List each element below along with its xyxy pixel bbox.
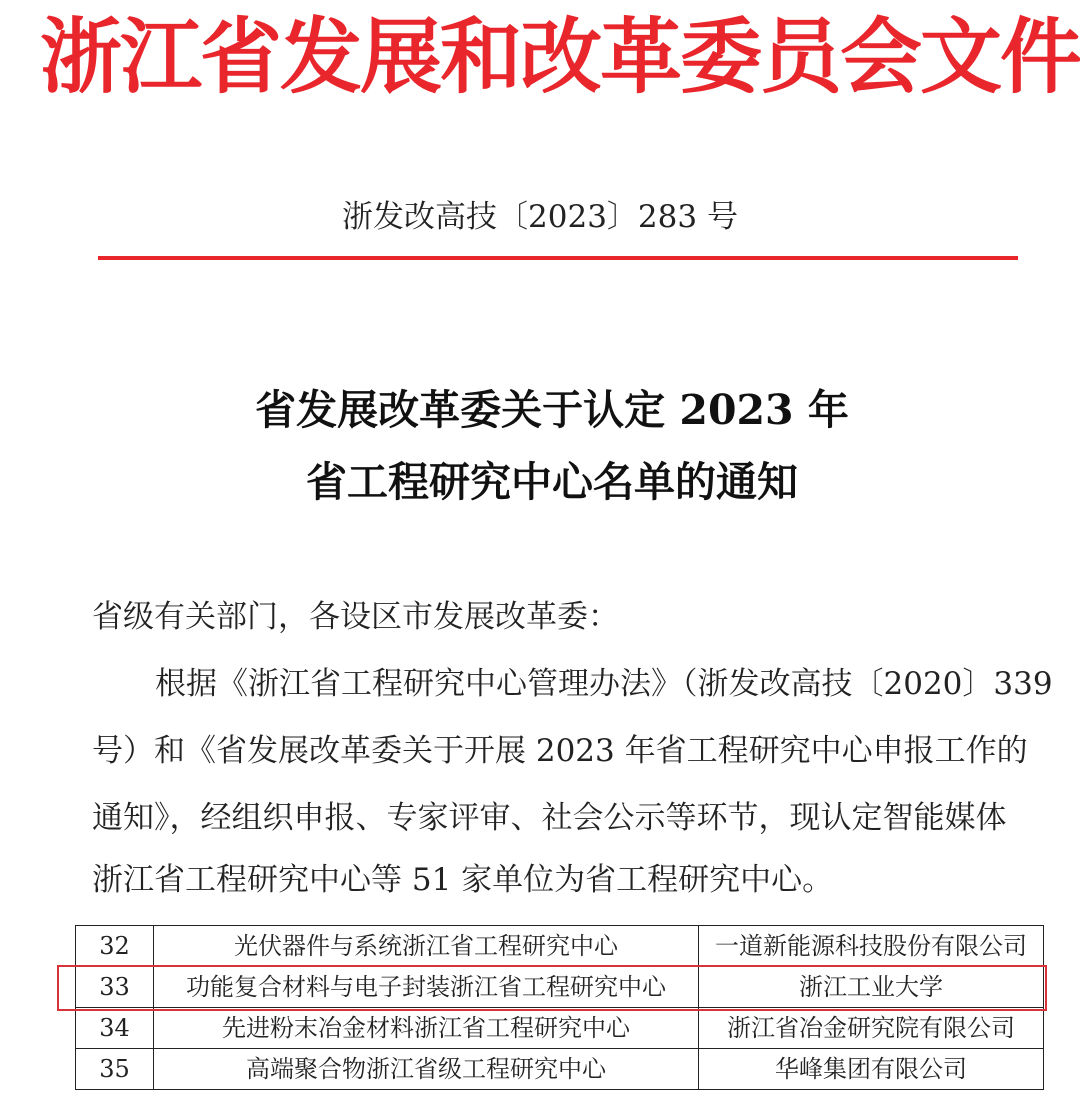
notice-title-line-2: 省工程研究中心名单的通知 — [306, 458, 798, 506]
table-row — [76, 926, 1044, 967]
body-text-line: 通知》，经组织申报、专家评审、社会公示等环节，现认定智能媒体 — [92, 800, 1007, 836]
center-name: 先进粉末冶金材料浙江省工程研究中心 — [154, 1008, 699, 1049]
red-divider-line — [98, 256, 1018, 260]
center-name: 高端聚合物浙江省级工程研究中心 — [154, 1049, 699, 1090]
row-number: 33 — [76, 967, 154, 1008]
document-number: 浙发改高技〔2023〕283 号 — [342, 199, 738, 235]
organization-name: 华峰集团有限公司 — [699, 1049, 1044, 1090]
body-text-line: 号）和《省发展改革委关于开展 2023 年省工程研究中心申报工作的 — [92, 733, 1028, 769]
row-number: 32 — [76, 926, 154, 967]
body-text-line: 浙江省工程研究中心等 51 家单位为省工程研究中心。 — [92, 862, 834, 898]
organization-name: 浙江工业大学 — [699, 967, 1044, 1008]
table-row — [76, 1049, 1044, 1090]
table-row — [76, 1008, 1044, 1049]
center-name: 功能复合材料与电子封装浙江省工程研究中心 — [154, 967, 699, 1008]
research-center-table — [75, 925, 1044, 1090]
row-number: 35 — [76, 1049, 154, 1090]
center-name: 光伏器件与系统浙江省工程研究中心 — [154, 926, 699, 967]
salutation: 省级有关部门，各设区市发展改革委： — [92, 599, 619, 635]
notice-title-line-1: 省发展改革委关于认定 2023 年 — [255, 386, 849, 434]
organization-name: 一道新能源科技股份有限公司 — [699, 926, 1044, 967]
row-number: 34 — [76, 1008, 154, 1049]
document-header-title: 浙江省发展和改革委员会文件 — [40, 10, 1080, 105]
body-text-line: 根据《浙江省工程研究中心管理办法》（浙发改高技〔2020〕339 — [155, 666, 1053, 702]
organization-name: 浙江省冶金研究院有限公司 — [699, 1008, 1044, 1049]
table-row — [76, 967, 1044, 1008]
